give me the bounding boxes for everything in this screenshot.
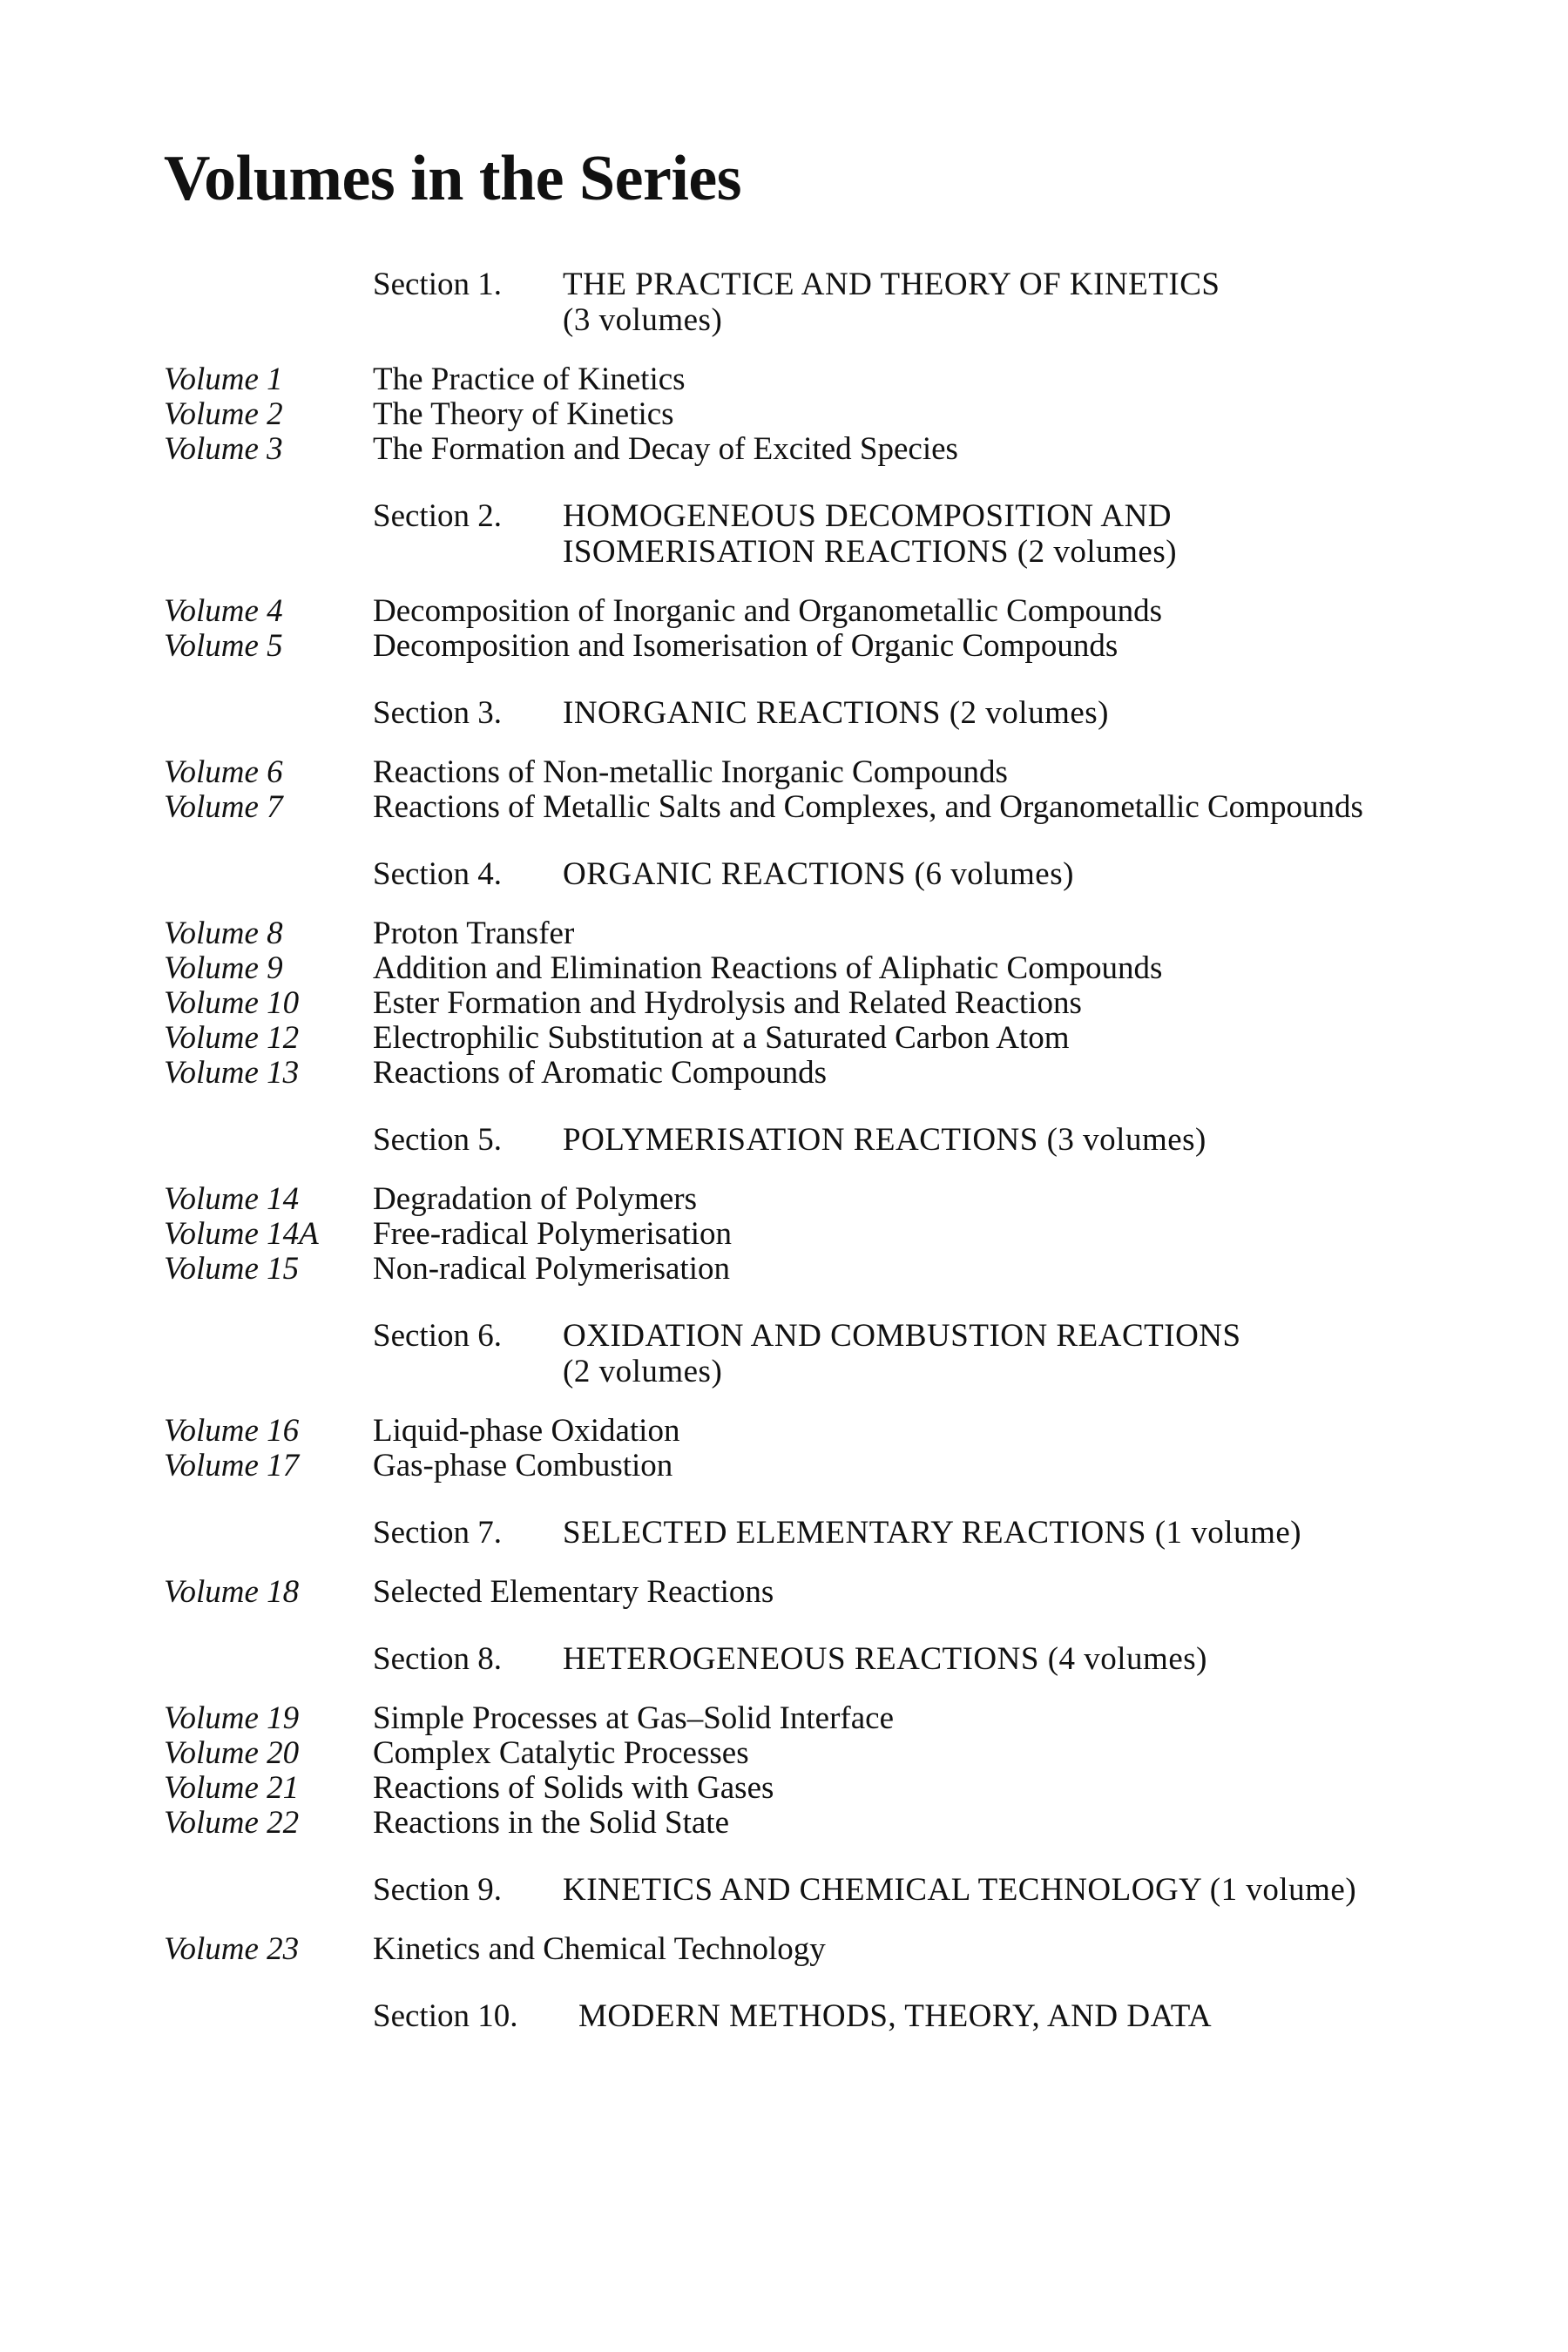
volume-title: Reactions of Metallic Salts and Complexes, and Organometallic Compounds — [373, 789, 1363, 825]
section-label: Section 8. — [373, 1641, 502, 1677]
section-block — [164, 1122, 1540, 1287]
section-label: Section 2. — [373, 498, 502, 534]
series-list — [164, 267, 1540, 2034]
volume-title: Simple Processes at Gas–Solid Interface — [373, 1700, 895, 1736]
volume-title: Non-radical Polymerisation — [373, 1251, 730, 1287]
volume-row — [164, 1021, 1540, 1056]
section-block — [164, 1998, 1540, 2034]
volume-number: Volume 9 — [164, 950, 283, 986]
section-title — [563, 1122, 1206, 1158]
section-block — [164, 856, 1540, 1091]
volume-number: Volume 4 — [164, 593, 283, 629]
section-title — [563, 1641, 1207, 1677]
volume-number: Volume 22 — [164, 1805, 300, 1841]
volume-number: Volume 16 — [164, 1413, 300, 1449]
volume-list — [164, 916, 1540, 1091]
section-block — [164, 1515, 1540, 1610]
volume-number: Volume 12 — [164, 1020, 300, 1056]
volume-title: Electrophilic Substitution at a Saturated Carbon Atom — [373, 1020, 1070, 1056]
section-title — [578, 1998, 1212, 2034]
section-title — [563, 267, 1220, 338]
volume-number: Volume 18 — [164, 1574, 300, 1610]
volume-list — [164, 1182, 1540, 1287]
volume-title: Reactions of Non-metallic Inorganic Compounds — [373, 754, 1008, 790]
volume-title: Reactions of Solids with Gases — [373, 1770, 774, 1806]
section-title — [563, 1872, 1356, 1908]
volume-list — [164, 1414, 1540, 1484]
section-header — [373, 1641, 1540, 1677]
volume-number: Volume 14A — [164, 1216, 319, 1252]
section-title — [563, 1515, 1301, 1551]
section-header — [373, 1318, 1540, 1389]
section-title-line: ISOMERISATION REACTIONS (2 volumes) — [563, 534, 1178, 570]
volume-title: The Practice of Kinetics — [373, 362, 686, 397]
section-title-line: (2 volumes) — [563, 1354, 723, 1389]
volume-row — [164, 790, 1540, 825]
section-header — [373, 1122, 1540, 1158]
volume-number: Volume 2 — [164, 396, 283, 432]
section-title-line: KINETICS AND CHEMICAL TECHNOLOGY (1 volume) — [563, 1872, 1357, 1908]
volume-number: Volume 6 — [164, 754, 283, 790]
section-title-line: OXIDATION AND COMBUSTION REACTIONS — [563, 1318, 1241, 1354]
section-header — [373, 267, 1540, 338]
volume-row — [164, 362, 1540, 397]
volume-list — [164, 1575, 1540, 1610]
section-block — [164, 498, 1540, 664]
volume-row — [164, 1449, 1540, 1484]
section-block — [164, 695, 1540, 825]
volume-title: Kinetics and Chemical Technology — [373, 1931, 826, 1967]
volume-row — [164, 1736, 1540, 1771]
volume-title: Gas-phase Combustion — [373, 1448, 673, 1484]
volume-row — [164, 755, 1540, 790]
volume-title: Selected Elementary Reactions — [373, 1574, 774, 1610]
section-header — [373, 1998, 1540, 2034]
volume-row — [164, 1932, 1540, 1967]
section-title-line: HOMOGENEOUS DECOMPOSITION AND — [563, 498, 1173, 534]
volume-row — [164, 1182, 1540, 1217]
volume-number: Volume 20 — [164, 1735, 300, 1771]
section-title — [563, 1318, 1241, 1389]
volume-row — [164, 432, 1540, 467]
volume-title: Decomposition of Inorganic and Organometallic Compounds — [373, 593, 1162, 629]
volume-row — [164, 1056, 1540, 1091]
volume-number: Volume 8 — [164, 916, 283, 951]
volume-row — [164, 986, 1540, 1021]
volume-number: Volume 14 — [164, 1181, 300, 1217]
section-block — [164, 1318, 1540, 1484]
volume-number: Volume 17 — [164, 1448, 300, 1484]
section-header — [373, 498, 1540, 570]
volume-number: Volume 3 — [164, 431, 283, 467]
volume-number: Volume 7 — [164, 789, 283, 825]
volume-title: Reactions in the Solid State — [373, 1805, 730, 1841]
section-label: Section 3. — [373, 695, 502, 731]
page-title: Volumes in the Series — [164, 143, 742, 214]
volume-number: Volume 10 — [164, 985, 300, 1021]
volume-number: Volume 19 — [164, 1700, 300, 1736]
section-title-line: THE PRACTICE AND THEORY OF KINETICS — [563, 267, 1220, 302]
volume-title: Liquid-phase Oxidation — [373, 1413, 680, 1449]
volume-row — [164, 594, 1540, 629]
volume-list — [164, 1701, 1540, 1841]
section-label: Section 10. — [373, 1998, 518, 2034]
volume-title: Proton Transfer — [373, 916, 575, 951]
section-title-line: HETEROGENEOUS REACTIONS (4 volumes) — [563, 1641, 1207, 1677]
volume-row — [164, 1806, 1540, 1841]
section-title-line: SELECTED ELEMENTARY REACTIONS (1 volume) — [563, 1515, 1302, 1551]
volume-row — [164, 397, 1540, 432]
section-title-line: (3 volumes) — [563, 302, 723, 338]
volume-list — [164, 594, 1540, 664]
section-title-line: POLYMERISATION REACTIONS (3 volumes) — [563, 1122, 1206, 1158]
volume-row — [164, 1771, 1540, 1806]
volume-title: The Theory of Kinetics — [373, 396, 674, 432]
section-header — [373, 856, 1540, 892]
section-label: Section 5. — [373, 1122, 502, 1158]
volume-row — [164, 629, 1540, 664]
volume-number: Volume 21 — [164, 1770, 300, 1806]
volume-number: Volume 1 — [164, 362, 283, 397]
volume-row — [164, 1252, 1540, 1287]
volume-title: Complex Catalytic Processes — [373, 1735, 749, 1771]
volume-row — [164, 1701, 1540, 1736]
section-title — [563, 695, 1109, 731]
volume-number: Volume 5 — [164, 628, 283, 664]
section-header — [373, 1872, 1540, 1908]
volume-title: Free-radical Polymerisation — [373, 1216, 733, 1252]
volume-row — [164, 951, 1540, 986]
section-block — [164, 1872, 1540, 1967]
section-title-line: ORGANIC REACTIONS (6 volumes) — [563, 856, 1074, 892]
volume-title: Addition and Elimination Reactions of Aliphatic Compounds — [373, 950, 1163, 986]
volume-title: Degradation of Polymers — [373, 1181, 697, 1217]
volume-number: Volume 15 — [164, 1251, 300, 1287]
volume-row — [164, 1575, 1540, 1610]
section-label: Section 4. — [373, 856, 502, 892]
volume-title: The Formation and Decay of Excited Species — [373, 431, 958, 467]
volume-title: Decomposition and Isomerisation of Organic Compounds — [373, 628, 1119, 664]
volume-number: Volume 13 — [164, 1055, 300, 1091]
volume-row — [164, 1217, 1540, 1252]
section-header — [373, 1515, 1540, 1551]
volume-row — [164, 1414, 1540, 1449]
section-title — [563, 856, 1074, 892]
section-block — [164, 1641, 1540, 1841]
volume-title: Reactions of Aromatic Compounds — [373, 1055, 828, 1091]
section-block — [164, 267, 1540, 467]
volume-number: Volume 23 — [164, 1931, 300, 1967]
section-label: Section 1. — [373, 267, 502, 302]
section-title-line: INORGANIC REACTIONS (2 volumes) — [563, 695, 1109, 731]
section-label: Section 9. — [373, 1872, 502, 1908]
volume-title: Ester Formation and Hydrolysis and Related Reactions — [373, 985, 1082, 1021]
section-title-line: MODERN METHODS, THEORY, AND DATA — [578, 1998, 1213, 2034]
volume-list — [164, 1932, 1540, 1967]
section-title — [563, 498, 1177, 570]
volume-row — [164, 916, 1540, 951]
section-label: Section 6. — [373, 1318, 502, 1354]
volume-list — [164, 362, 1540, 467]
section-header — [373, 695, 1540, 731]
section-label: Section 7. — [373, 1515, 502, 1551]
volume-list — [164, 755, 1540, 825]
